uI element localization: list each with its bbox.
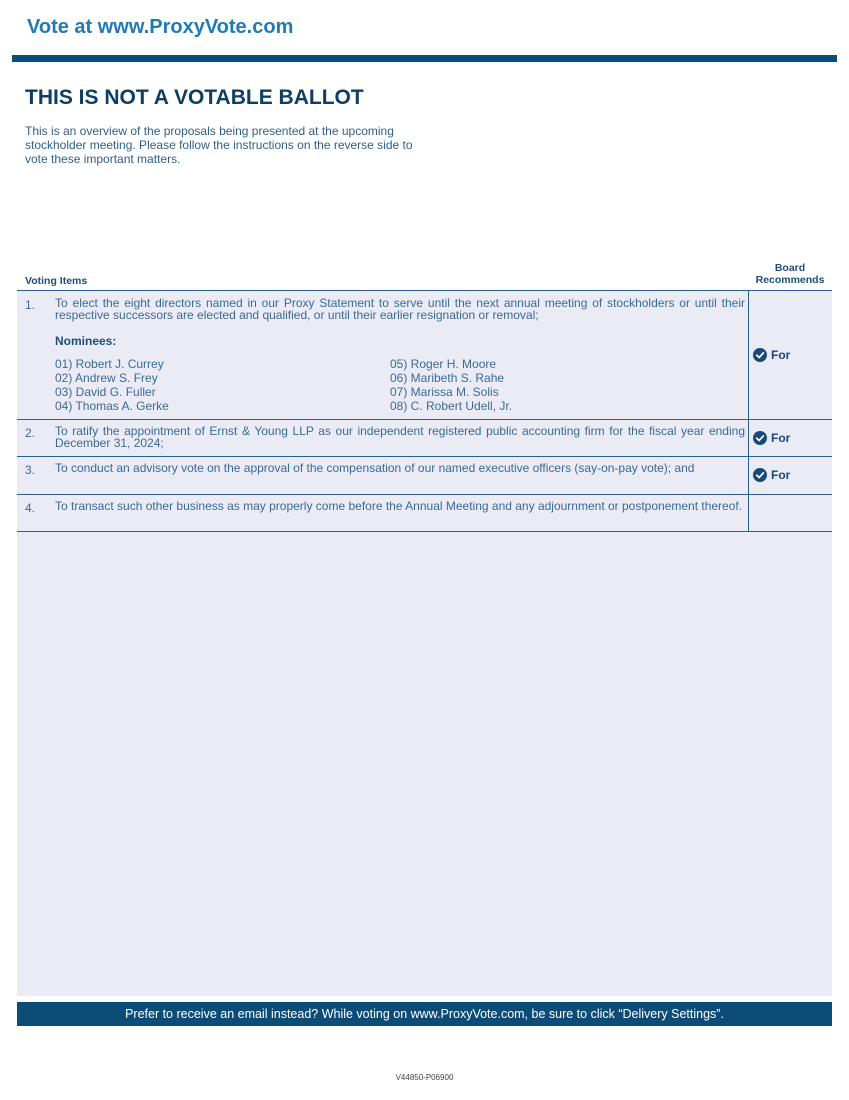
voting-items-label: Voting Items [25, 275, 88, 287]
recommendation-label: For [771, 468, 791, 482]
proxyvote-link[interactable]: Vote at www.ProxyVote.com [27, 16, 294, 38]
proposal-row-4 [17, 495, 832, 532]
proposal-row-1 [17, 290, 832, 420]
proposal-number: 1. [25, 298, 36, 312]
intro-text: This is an overview of the proposals being presented at the upcoming stockholder meeting. Please follow the instructions on the reverse side to vote these important matters. [25, 124, 413, 166]
nominee: 01) Robert J. Currey [55, 357, 164, 371]
nominee: 07) Marissa M. Solis [390, 385, 499, 399]
column-divider [748, 291, 749, 419]
proposal-number: 4. [25, 501, 36, 515]
nominee: 05) Roger H. Moore [390, 357, 497, 371]
recommendation-label: For [771, 431, 791, 445]
board-recommends-label: Board Recommends [755, 262, 825, 286]
proposal-text: To conduct an advisory vote on the approval of the compensation of our named executive officers (say-on-pay vote); and [55, 461, 695, 475]
nominee: 04) Thomas A. Gerke [55, 399, 169, 413]
nominee: 03) David G. Fuller [55, 385, 156, 399]
proposal-number: 2. [25, 426, 36, 440]
check-circle-icon [753, 468, 767, 482]
proposal-text: To ratify the appointment of Ernst & Young LLP as our independent registered public accounting firm for the fiscal year ending December 31, 2024; [55, 424, 745, 450]
nominee: 02) Andrew S. Frey [55, 371, 158, 385]
email-delivery-banner [17, 1002, 832, 1026]
proposal-row-3 [17, 457, 832, 495]
recommendation [753, 348, 790, 362]
column-divider [748, 457, 749, 494]
proposal-text: To elect the eight directors named in our Proxy Statement to serve until the next annual meeting of stockholders or until their respective successors are elected and qualified, or until their earlier resignation or removal; [55, 296, 745, 322]
nominees-label: Nominees: [55, 334, 117, 348]
table-header [17, 258, 832, 290]
document-code: V44850-P06900 [395, 1073, 454, 1082]
nominees-list-right [390, 357, 512, 413]
page-title: THIS IS NOT A VOTABLE BALLOT [25, 86, 364, 109]
column-divider [748, 495, 749, 531]
banner-text: Prefer to receive an email instead? While voting on www.ProxyVote.com, be sure to click “Delivery Settings”. [125, 1007, 724, 1021]
header-divider [12, 55, 837, 62]
column-divider [748, 419, 749, 456]
recommendation-label: For [771, 348, 791, 362]
proposal-number: 3. [25, 463, 36, 477]
nominees-list-left [55, 357, 169, 413]
proposal-text: To transact such other business as may properly come before the Annual Meeting and any adjournment or postponement thereof. [55, 499, 743, 513]
nominee: 06) Maribeth S. Rahe [390, 371, 505, 385]
proposal-row-2 [17, 419, 832, 457]
recommendation [753, 468, 790, 482]
recommendation [753, 431, 790, 445]
check-circle-icon [753, 431, 767, 445]
check-circle-icon [753, 348, 767, 362]
nominee: 08) C. Robert Udell, Jr. [390, 399, 513, 413]
